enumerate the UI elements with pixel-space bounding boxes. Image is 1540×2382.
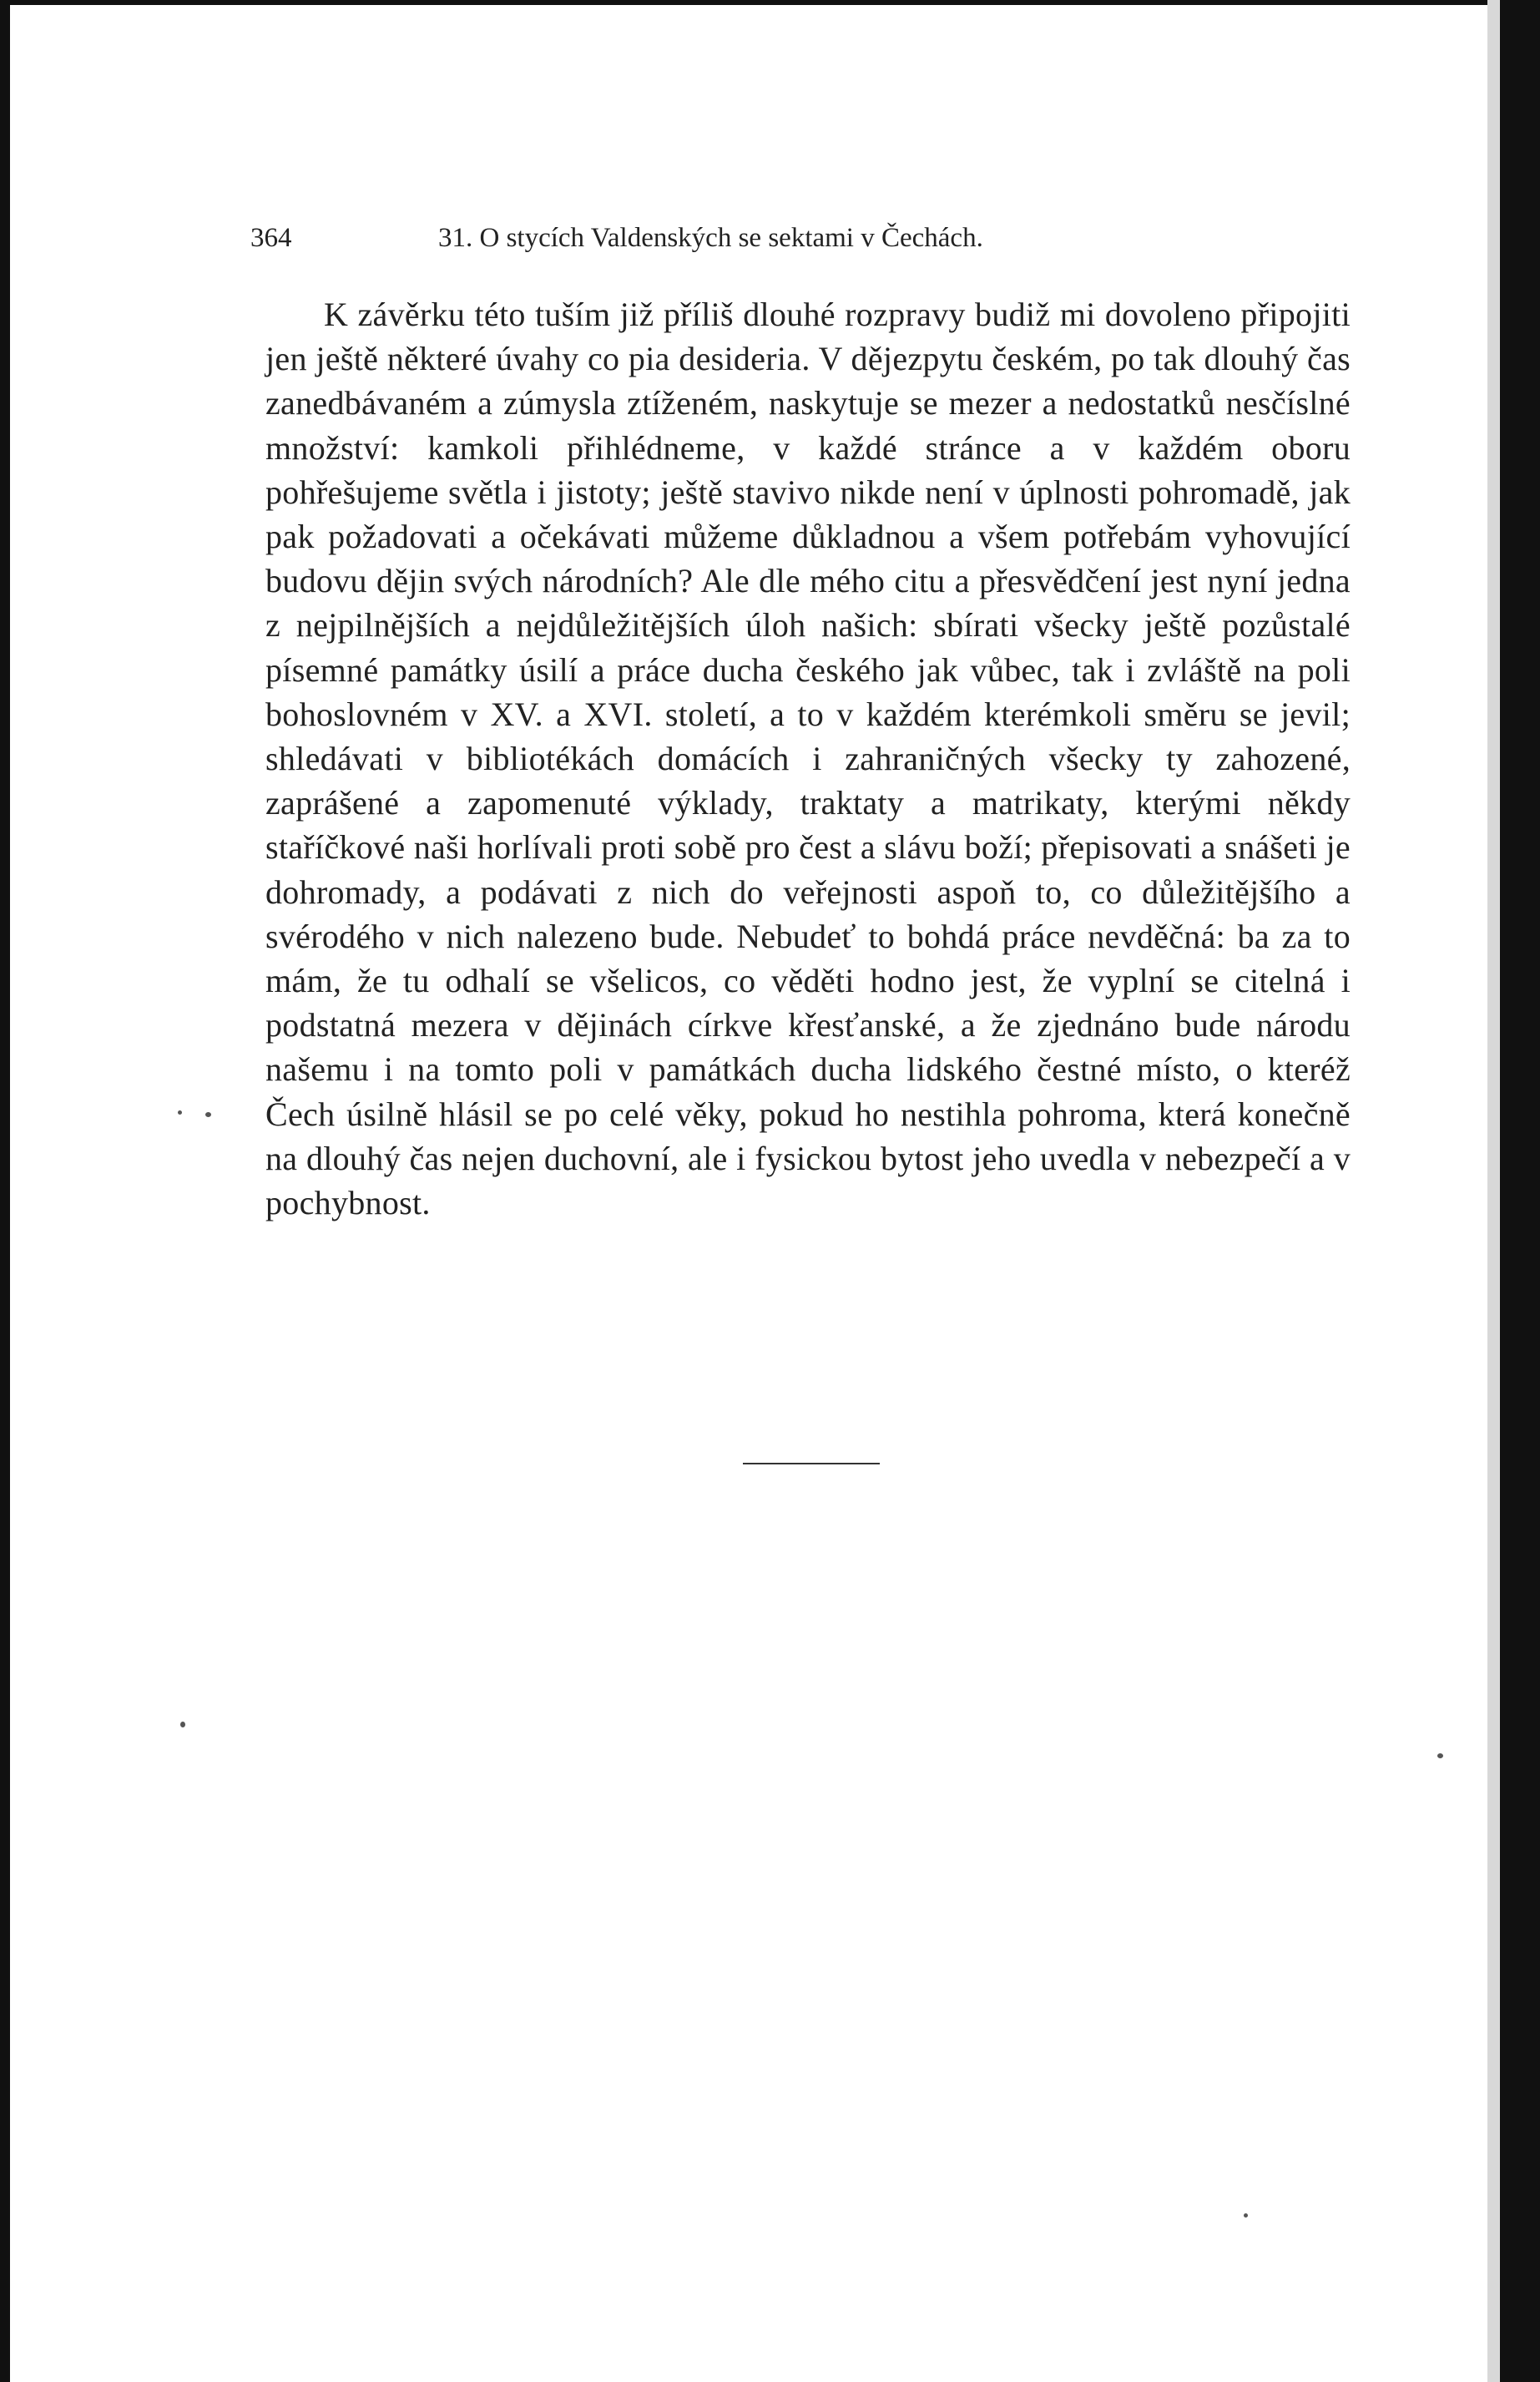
end-rule <box>743 1463 880 1464</box>
closing-paragraph: K závěrku této tuším již příliš dlouhé rozpravy budiž mi dovoleno připojiti jen ještě některé úvahy co pia desideria. V dějezpytu českém, po tak dlouhý čas zanedbávaném a zúmysla ztíženém, naskytuje se mezer a nedostatků nesčíslné množství: kamkoli přihlédneme, v každé stránce a v každém oboru pohřešujeme světla i jistoty; ještě stavivo nikde není v úplnosti pohromadě, jak pak požadovati a očekávati můžeme důkladnou a všem potřebám vyhovující budovu dějin svých národních? Ale dle mého citu a přesvědčení jest nyní jedna z nejpilnějších a nejdůležitějších úloh našich: sbírati všecky ještě pozůstalé písemné památky úsilí a práce ducha českého jak vůbec, tak i zvláště na poli bohoslovném v XV. a XVI. století, a to v každém kterémkoli směru se jevil; shledávati v bibliotékách domácích i zahraničných všecky ty zahozené, zaprášené a zapomenuté výklady, traktaty a matrikaty, kterými někdy staříčkové naši horlívali proti sobě pro čest a slávu boží; přepisovati a snášeti je dohromady, a podávati z nich do veřejnosti aspoň to, co důležitějšího a svérodého v nich nalezeno bude. Nebudeť to bohdá práce nevděčná: ba za to mám, že tu odhalí se všelicos, co věděti hodno jest, že vyplní se citelná i podstatná mezera v dějinách církve křesťanské, a že zjednáno bude národu našemu i na tomto poli v památkách ducha lidského čestné místo, o kteréž Čech úsilně hlásil se po celé věky, pokud ho nestihla pohroma, která konečně na dlouhý čas nejen duchovní, ale i fysickou bytost jeho uvedla v nebezpečí a v pochybnost. <box>265 296 1351 1222</box>
scan-speck <box>180 1722 185 1727</box>
scan-speck <box>178 1110 182 1115</box>
chapter-title: 31. O stycích Valdenských se sektami v Čechách. <box>438 223 983 253</box>
scan-edge-left <box>0 0 10 2382</box>
body-text <box>265 292 1351 1225</box>
scan-speck <box>205 1112 211 1117</box>
scan-edge-right-shade <box>1487 0 1500 2382</box>
running-head <box>250 221 1352 255</box>
scan-edge-right <box>1500 0 1540 2382</box>
scan-speck <box>1437 1753 1443 1758</box>
page-number: 364 <box>250 223 292 253</box>
scan-edge-top <box>0 0 1540 5</box>
scan-speck <box>1244 2213 1248 2218</box>
